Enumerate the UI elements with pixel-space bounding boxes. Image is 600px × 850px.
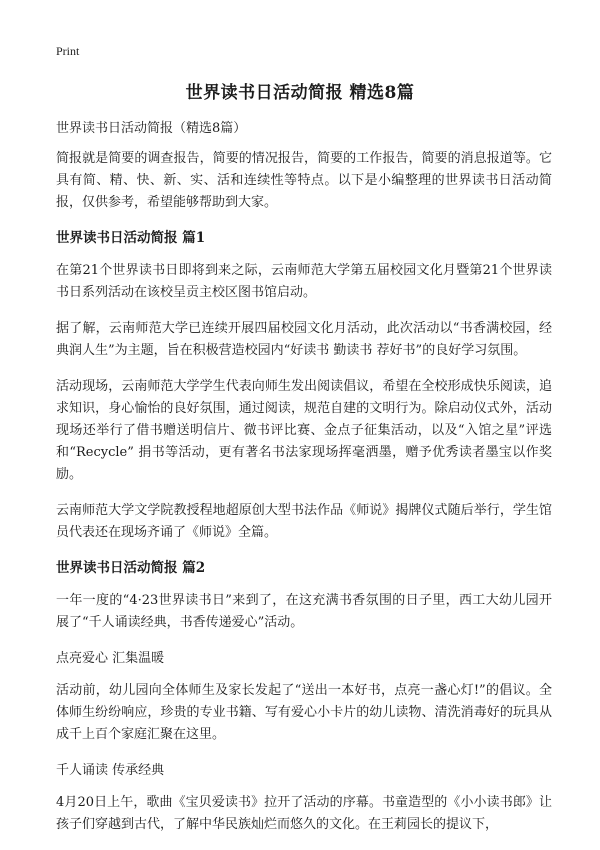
section2-subheading-2: 千人诵读 传承经典 [56,763,165,778]
section2-subheading-1: 点亮爱心 汇集温暖 [56,651,165,666]
section1-paragraph-4: 云南师范大学文学院教授程地超原创大型书法作品《师说》揭牌仪式随后举行，学生馆员代表还在现场齐诵了《师说》全篇。 [56,503,552,540]
document-title: 世界读书日活动简报 精选8篇 [185,83,415,103]
section2-paragraph-1: 一年一度的“4·23世界读书日”来到了，在这充满书香氛围的日子里，西工大幼儿园开展了“千人诵读经典，书香传递爱心”活动。 [56,593,552,630]
section1-paragraph-1: 在第21个世界读书日即将到来之际，云南师范大学第五届校园文化月暨第21个世界读书日系列活动在该校呈贡主校区图书馆启动。 [56,263,552,300]
document-body [56,118,552,850]
section2-paragraph-2: 活动前，幼儿园向全体师生及家长发起了“送出一本好书，点亮一盏心灯!”的倡议。全体师生纷纷响应，珍贵的专业书籍、写有爱心小卡片的幼儿读物、清洗消毒好的玩具从成千上百个家庭汇聚在这里。 [56,683,552,742]
section-heading-1: 世界读书日活动简报 篇1 [56,230,206,246]
section-heading-2: 世界读书日活动简报 篇2 [56,560,206,576]
section2-paragraph-3: 4月20日上午，歌曲《宝贝爱读书》拉开了活动的序幕。书童造型的《小小读书郎》让孩子们穿越到古代，了解中华民族灿烂而悠久的文化。在王莉园长的提议下， [56,795,552,832]
intro-subtitle: 世界读书日活动简报（精选8篇） [56,121,247,136]
intro-paragraph: 简报就是简要的调查报告，简要的情况报告，简要的工作报告，简要的消息报道等。它具有简、精、快、新、实、活和连续性等特点。以下是小编整理的世界读书日活动简报，仅供参考，希望能够帮助到大家。 [56,151,552,210]
print-link[interactable]: Print [56,44,80,58]
section1-paragraph-2: 据了解，云南师范大学已连续开展四届校园文化月活动，此次活动以“书香满校园，经典润人生”为主题，旨在积极营造校园内“好读书 勤读书 荐好书”的良好学习氛围。 [56,321,552,358]
section1-paragraph-3: 活动现场，云南师范大学学生代表向师生发出阅读倡议，希望在全校形成快乐阅读，追求知识，身心愉怡的良好氛围，通过阅读，规范自建的文明行为。除启动仪式外，活动现场还举行了借书赠送明信片、微书评比赛、金点子征集活动，以及“入馆之星”评选和“Recycle” 捐书等活动，更有著名书法家现场挥毫洒墨，赠予优秀读者墨宝以作奖励。 [56,379,552,482]
